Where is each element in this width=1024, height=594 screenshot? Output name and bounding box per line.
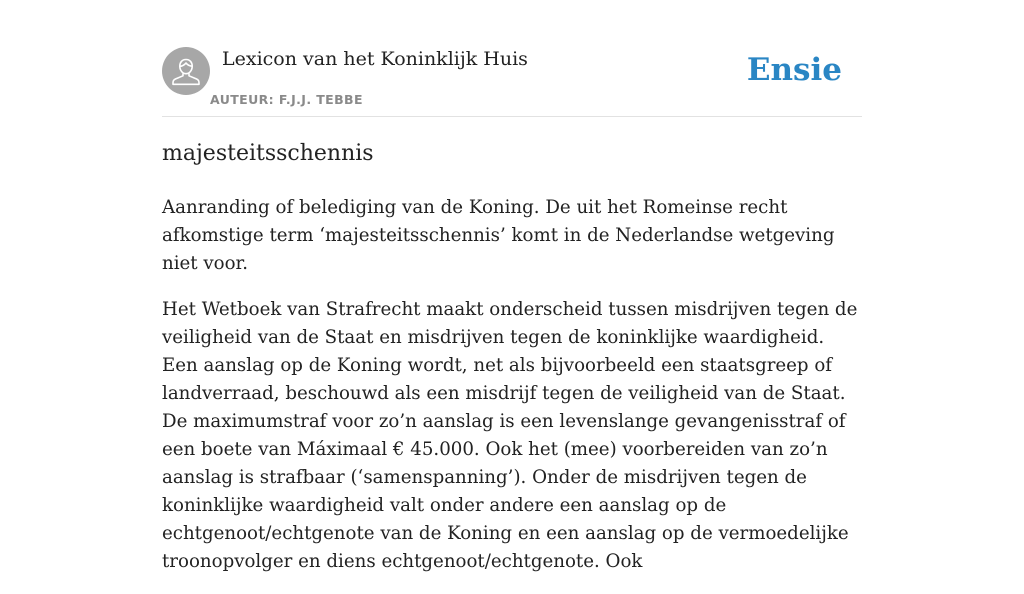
author-avatar[interactable] [162,47,210,95]
user-silhouette-icon [162,47,210,95]
article-body [162,139,864,594]
source-title[interactable]: Lexicon van het Koninklijk Huis [222,48,528,70]
article-headword: majesteitsschennis [162,141,374,166]
article-header [162,46,862,117]
article-paragraph: Het Wetboek van Strafrecht maakt onderscheid tussen misdrijven tegen de veiligheid van de Staat en misdrijven tegen de koninklijke waardigheid. Een aanslag op de Koning wordt, net als bijvoorbeeld een staatsgreep of landverraad, beschouwd als een misdrijf tegen de veiligheid van de Staat. De maximumstraf voor zo’n aanslag is een levenslange gevangenisstraf of een boete van Máximaal € 45.000. Ook het (mee) voorbereiden van zo’n aanslag is strafbaar (‘samenspanning’). Onder de misdrijven tegen de koninklijke waardigheid valt onder andere een aanslag op de echtgenoot/echtgenote van de Koning en een aanslag op de vermoedelijke troonopvolger en diens echtgenoot/echtgenote. Ook [162,299,858,572]
article-paragraph: Aanranding of belediging van de Koning. De uit het Romeinse recht afkomstige term ‘majesteitsschennis’ komt in de Nederlandse wetgeving niet voor. [162,197,835,274]
author-label[interactable]: AUTEUR: F.J.J. TEBBE [210,92,363,107]
ensie-logo[interactable]: Ensie [746,52,842,88]
